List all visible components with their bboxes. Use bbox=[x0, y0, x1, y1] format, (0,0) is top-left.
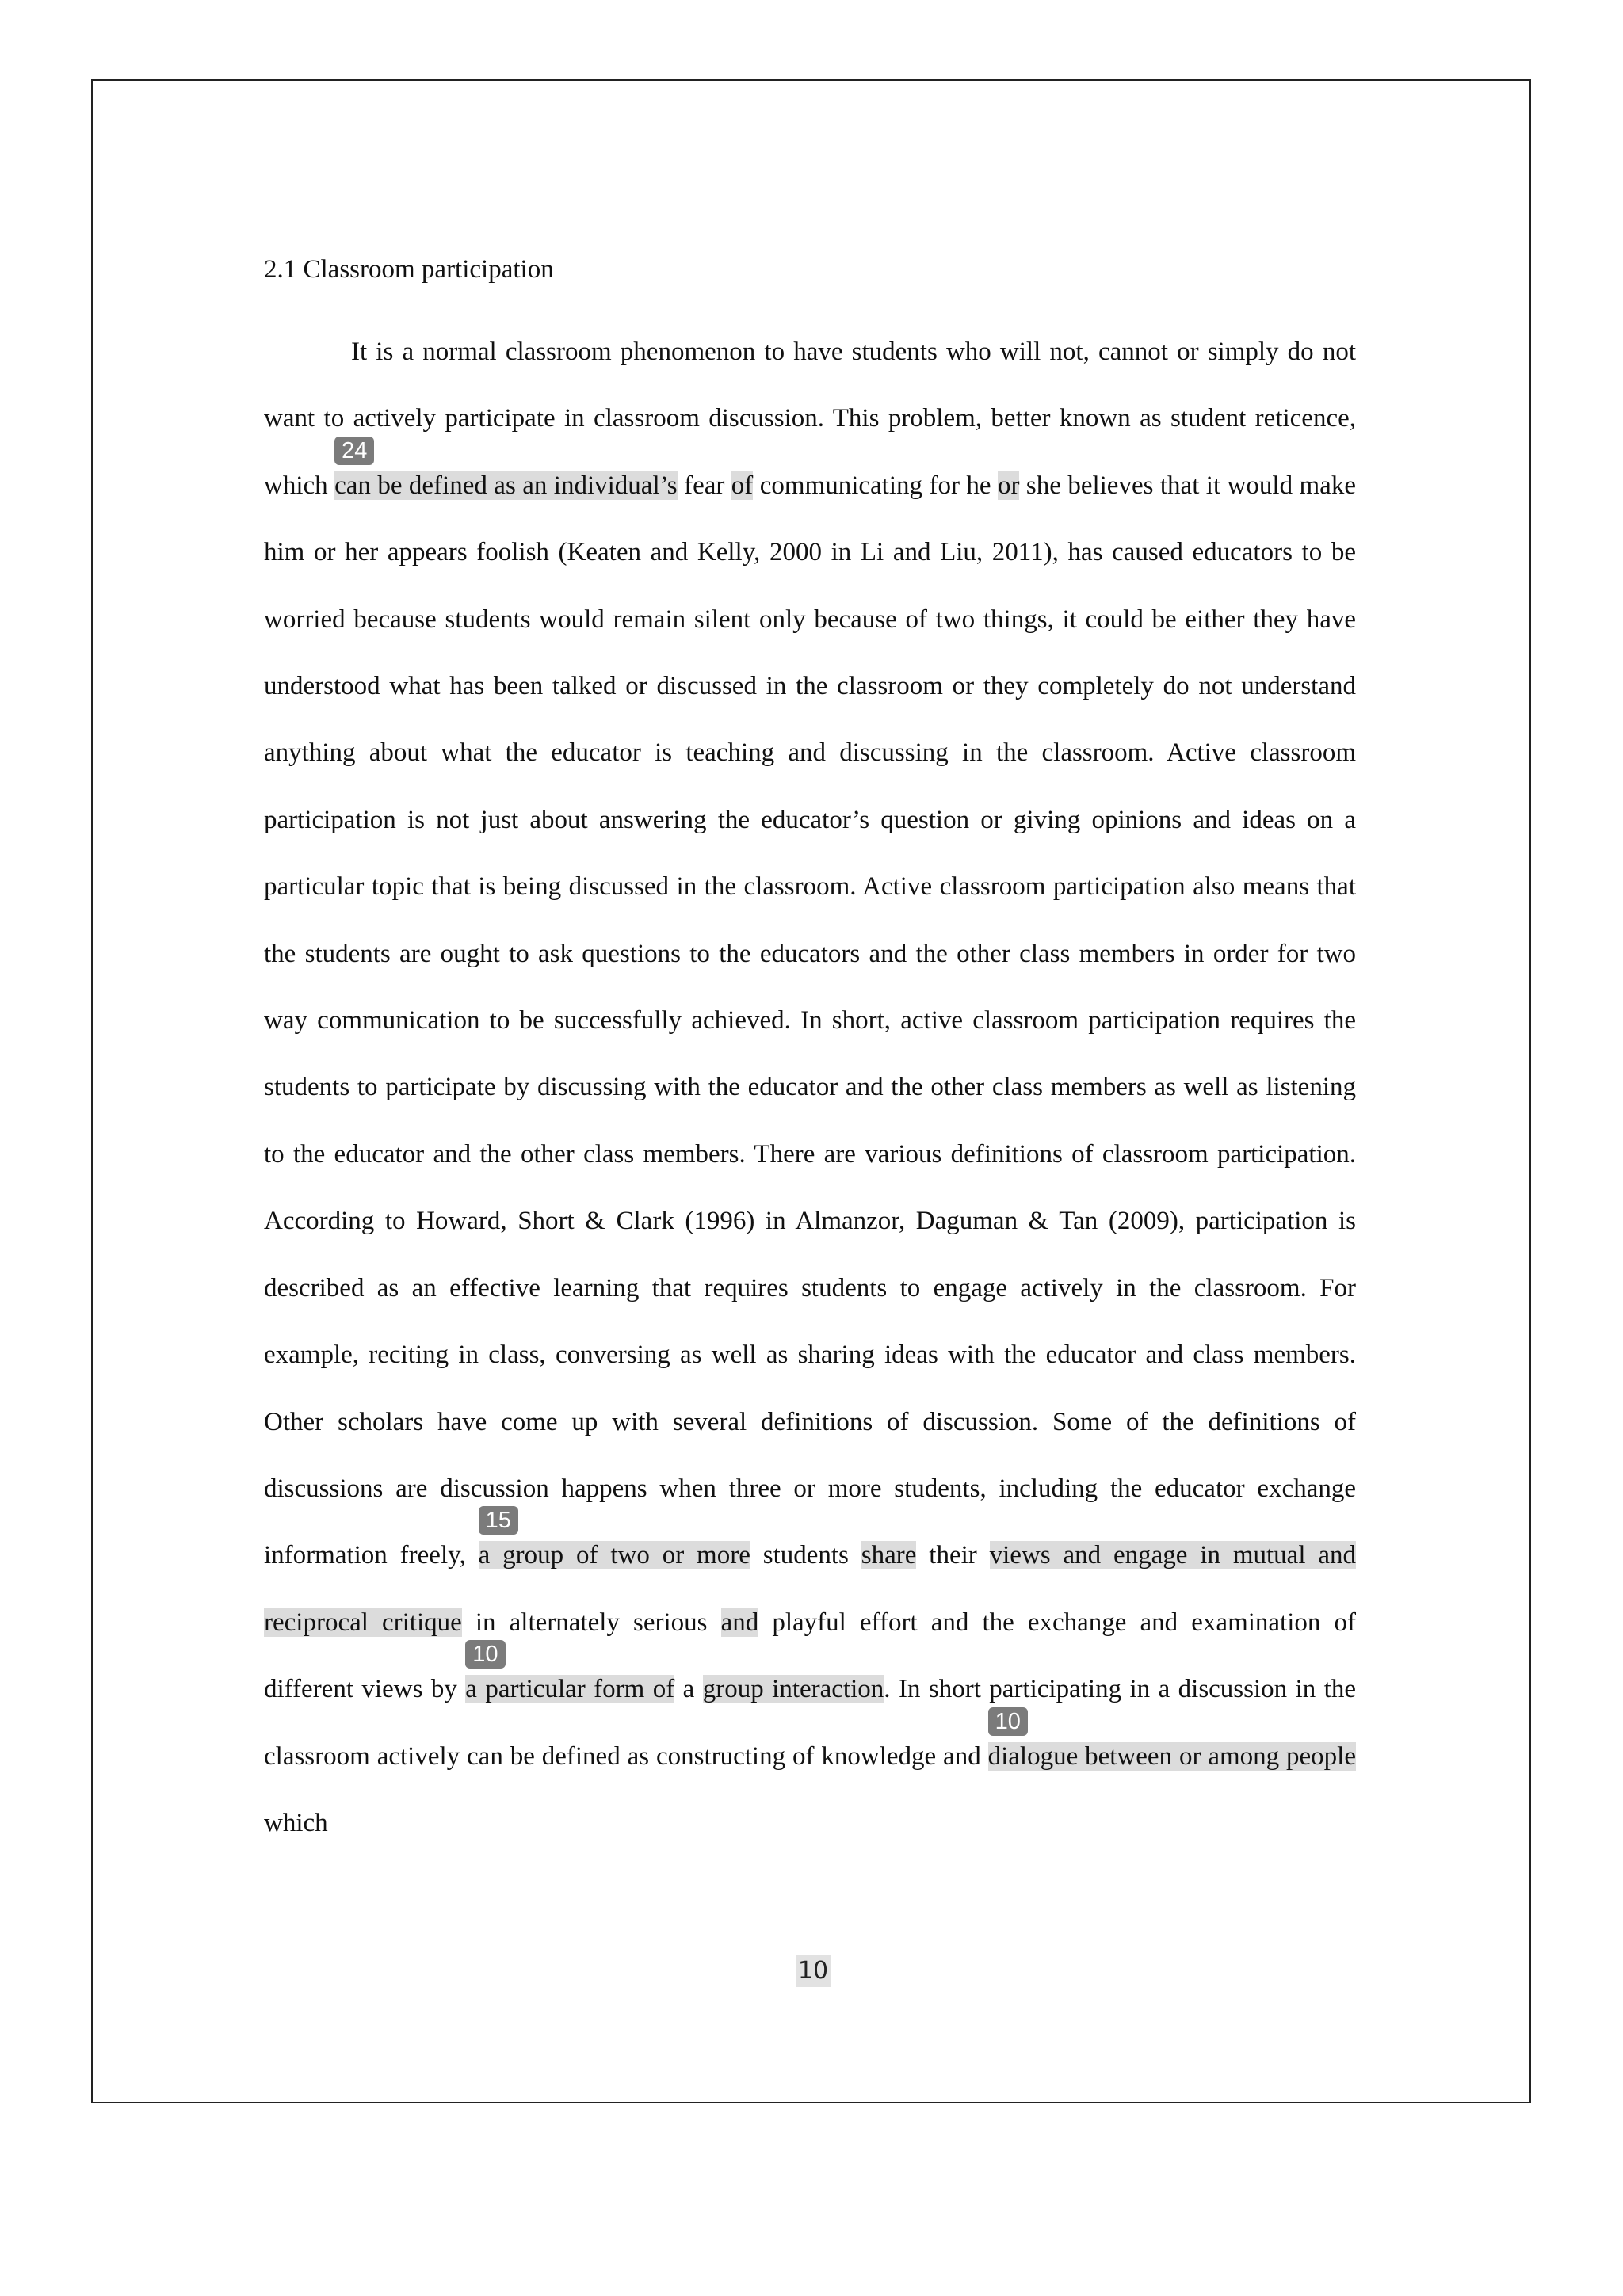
highlighted-match: a group of two or more 15 bbox=[478, 1508, 750, 1570]
similarity-source-badge[interactable]: 24 bbox=[334, 437, 374, 465]
similarity-source-badge[interactable]: 10 bbox=[988, 1707, 1028, 1736]
text-run: communicating for he bbox=[753, 471, 998, 500]
highlighted-match: a particular form of 10 bbox=[465, 1642, 675, 1704]
text-run: a bbox=[674, 1675, 703, 1704]
text-run: playful effort and the exchange and examination of different views by bbox=[264, 1608, 1356, 1704]
text-run: their bbox=[916, 1541, 990, 1570]
highlighted-match: and bbox=[720, 1608, 759, 1637]
highlighted-match: group interaction bbox=[702, 1675, 884, 1704]
page-number: 10 bbox=[796, 1955, 831, 1987]
text-run: she believes that it would make him or her appears foolish (Keaten and Kelly, 2000 in Li and Liu, 2011), has caused educators to be worried because students would remain silent only because of two things, it could be either they have understood what has been talked or discussed in the classroom or they completely do not understand anything about what the educator is teaching and discussing in the classroom. Active classroom participation is not just about answering the educator’s question or giving opinions and ideas on a particular topic that is being discussed in the classroom. Active classroom participation also means that the students are ought to ask questions to the educators and the other class members in order for two way communication to be successfully achieved. In short, active classroom participation requires the students to participate by discussing with the educator and the other class members as well as listening to the educator and the other class members. There are various definitions of classroom participation. According to Howard, Short & Clark (1996) in Almanzor, Daguman & Tan (2009), participation is described as an effective learning that requires students to engage actively in the classroom. For example, reciting in class, conversing as well as sharing ideas with the educator and class members. Other scholars have come up with several definitions of discussion. Some of the definitions of discussions are discussion happens when three or more students, including the educator exchange information freely, bbox=[264, 471, 1356, 1570]
text-run: in alternately serious bbox=[461, 1608, 721, 1637]
body-paragraph bbox=[264, 318, 1356, 1856]
highlighted-match: dialogue between or among people 10 bbox=[987, 1708, 1356, 1771]
text-run: . In short participating in a discussion in the classroom actively can be defined as constructing of knowledge and bbox=[264, 1675, 1356, 1771]
similarity-source-badge[interactable]: 10 bbox=[465, 1640, 505, 1669]
text-run: which bbox=[264, 1808, 328, 1837]
section-heading: 2.1 Classroom participation bbox=[264, 255, 554, 284]
highlighted-match: can be defined as an individual’s 24 bbox=[334, 437, 678, 500]
similarity-source-badge[interactable]: 15 bbox=[479, 1506, 518, 1535]
text-run: students bbox=[750, 1541, 861, 1570]
text-run: fear bbox=[677, 471, 731, 500]
highlighted-match: of bbox=[731, 471, 754, 500]
highlighted-match: or bbox=[997, 471, 1020, 500]
page-content bbox=[264, 238, 1356, 1856]
highlighted-match: share bbox=[861, 1541, 917, 1570]
text-run: It is a normal classroom phenomenon to have students who will not, cannot or simply do not want to actively participate in classroom discussion. This problem, better known as student reticence, which bbox=[264, 338, 1356, 500]
highlighted-match: views and engage in mutual and reciprocal critique bbox=[264, 1541, 1357, 1637]
